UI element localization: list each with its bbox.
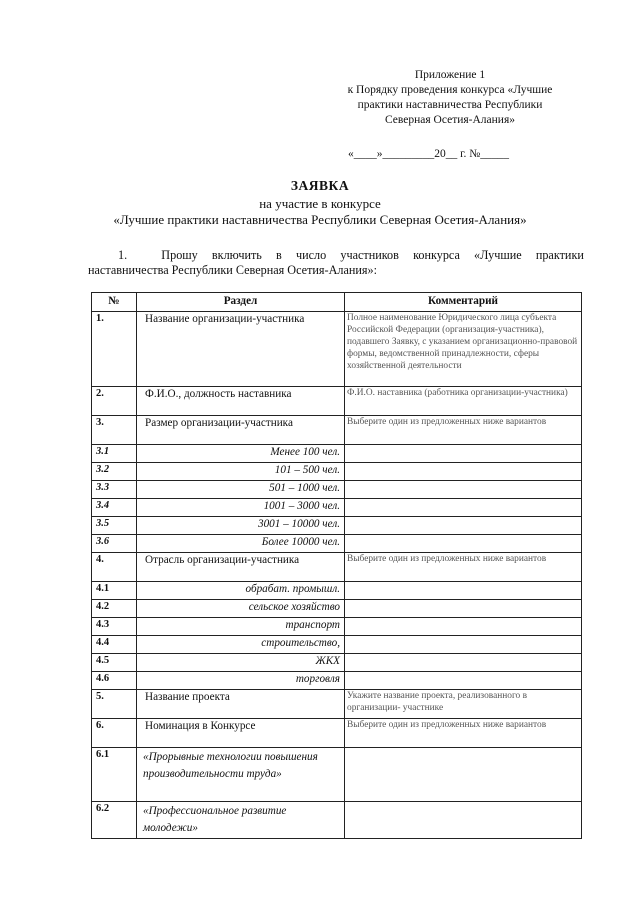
row-nomination: «Прорывные технологии повышения производительности труда»	[137, 748, 345, 802]
row-section: Размер организации-участника	[137, 416, 345, 445]
row-comment[interactable]: Выберите один из предложенных ниже вариантов	[345, 416, 582, 445]
table-row	[92, 719, 582, 748]
paragraph-line-2: наставничества Республики Северная Осетия-Алания»:	[88, 263, 378, 277]
row-option: 501 – 1000 чел.	[137, 481, 345, 499]
row-option: торговля	[137, 672, 345, 690]
row-option: Более 10000 чел.	[137, 535, 345, 553]
row-comment[interactable]	[345, 499, 582, 517]
table-row	[92, 517, 582, 535]
row-section: Ф.И.О., должность наставника	[137, 387, 345, 416]
paragraph-word: практики	[535, 248, 584, 262]
row-number: 3.	[92, 416, 137, 445]
row-comment[interactable]	[345, 445, 582, 463]
table-row	[92, 600, 582, 618]
row-comment[interactable]	[345, 636, 582, 654]
document-title: ЗАЯВКА	[290, 178, 350, 193]
row-number: 3.3	[92, 481, 137, 499]
row-number: 4.3	[92, 618, 137, 636]
table-row	[92, 535, 582, 553]
row-comment[interactable]	[345, 654, 582, 672]
row-option: ЖКХ	[137, 654, 345, 672]
row-number: 4.5	[92, 654, 137, 672]
row-number: 3.6	[92, 535, 137, 553]
row-comment[interactable]	[345, 672, 582, 690]
row-comment[interactable]	[345, 517, 582, 535]
row-option: 1001 – 3000 чел.	[137, 499, 345, 517]
table-row	[92, 499, 582, 517]
row-section: Название организации-участника	[137, 312, 345, 387]
row-comment[interactable]	[345, 748, 582, 802]
row-comment[interactable]: Выберите один из предложенных ниже вариантов	[345, 553, 582, 582]
row-number: 1.	[92, 312, 137, 387]
paragraph-word: включить	[211, 248, 262, 262]
row-section: Номинация в Конкурсе	[137, 719, 345, 748]
table-header-row	[92, 293, 582, 312]
row-comment[interactable]	[345, 600, 582, 618]
table-row	[92, 463, 582, 481]
order-date-number: «____»_________20__ г. №_____	[348, 148, 510, 160]
paragraph-word: число	[295, 248, 327, 262]
row-option: обрабат. промышл.	[137, 582, 345, 600]
table-row	[92, 312, 582, 387]
row-option: сельское хозяйство	[137, 600, 345, 618]
row-option: 3001 – 10000 чел.	[137, 517, 345, 535]
paragraph-word: участников	[340, 248, 399, 262]
header-number: №	[92, 293, 137, 312]
appendix-block	[330, 68, 570, 128]
row-number: 3.1	[92, 445, 137, 463]
paragraph-number: 1.	[118, 248, 128, 262]
table-row	[92, 481, 582, 499]
row-number: 4.1	[92, 582, 137, 600]
table-row	[92, 618, 582, 636]
request-paragraph	[88, 248, 584, 278]
row-number: 4.4	[92, 636, 137, 654]
row-option: Менее 100 чел.	[137, 445, 345, 463]
row-comment[interactable]	[345, 802, 582, 839]
row-nomination: «Профессиональное развитие молодежи»	[137, 802, 345, 839]
row-number: 3.5	[92, 517, 137, 535]
row-number: 4.	[92, 553, 137, 582]
row-comment[interactable]: Ф.И.О. наставника (работника организации-участника)	[345, 387, 582, 416]
row-comment[interactable]	[345, 535, 582, 553]
paragraph-word: Прошу	[161, 248, 198, 262]
paragraph-word: в	[276, 248, 282, 262]
appendix-line: к Порядку проведения конкурса «Лучшие	[347, 84, 553, 96]
table-row	[92, 654, 582, 672]
appendix-line: Приложение 1	[414, 69, 486, 81]
table-row	[92, 582, 582, 600]
table-row	[92, 445, 582, 463]
row-section: Отрасль организации-участника	[137, 553, 345, 582]
table-row	[92, 636, 582, 654]
row-comment[interactable]	[345, 481, 582, 499]
table-row	[92, 416, 582, 445]
table-row	[92, 690, 582, 719]
application-table	[91, 292, 582, 839]
row-comment[interactable]	[345, 618, 582, 636]
table-row	[92, 553, 582, 582]
table-row	[92, 387, 582, 416]
document-subtitle: на участие в конкурсе	[259, 196, 381, 211]
row-number: 6.	[92, 719, 137, 748]
row-option: транспорт	[137, 618, 345, 636]
row-number: 4.6	[92, 672, 137, 690]
row-comment[interactable]	[345, 463, 582, 481]
document-subtitle-contest: «Лучшие практики наставничества Республики Северная Осетия-Алания»	[113, 212, 527, 227]
appendix-line: практики наставничества Республики	[357, 99, 543, 111]
row-number: 3.4	[92, 499, 137, 517]
table-row	[92, 802, 582, 839]
row-comment[interactable]: Укажите название проекта, реализованного в организации- участнике	[345, 690, 582, 719]
row-number: 5.	[92, 690, 137, 719]
row-comment[interactable]: Полное наименование Юридического лица субъекта Российской Федерации (организация-участника), подавшего Заявку, с указанием организационно-правовой формы, ведомственной принадлежности, сферы хозяйственной деятельности	[345, 312, 582, 387]
header-comment: Комментарий	[345, 293, 582, 312]
row-number: 4.2	[92, 600, 137, 618]
table-row	[92, 748, 582, 802]
row-comment[interactable]: Выберите один из предложенных ниже вариантов	[345, 719, 582, 748]
row-number: 3.2	[92, 463, 137, 481]
table-row	[92, 672, 582, 690]
row-number: 6.2	[92, 802, 137, 839]
paragraph-word: «Лучшие	[474, 248, 522, 262]
row-number: 2.	[92, 387, 137, 416]
row-number: 6.1	[92, 748, 137, 802]
paragraph-line-1	[88, 248, 584, 263]
appendix-line: Северная Осетия-Алания»	[384, 114, 515, 126]
row-option: строительство,	[137, 636, 345, 654]
row-section: Название проекта	[137, 690, 345, 719]
row-comment[interactable]	[345, 582, 582, 600]
header-section: Раздел	[137, 293, 345, 312]
row-option: 101 – 500 чел.	[137, 463, 345, 481]
paragraph-word: конкурса	[413, 248, 460, 262]
